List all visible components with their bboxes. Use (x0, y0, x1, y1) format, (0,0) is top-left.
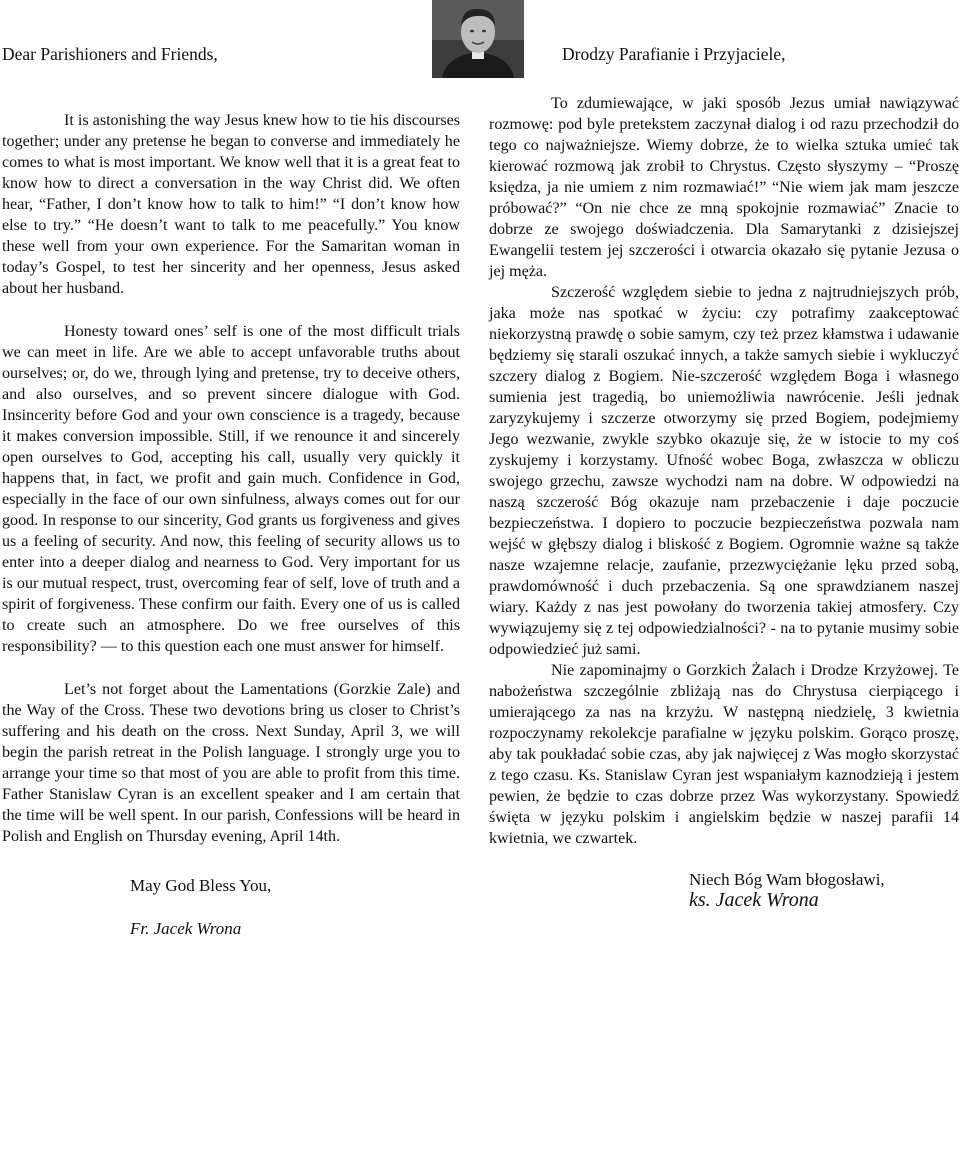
polish-paragraph-2: Szczerość względem siebie to jedna z najtrudniejszych prób, jaka może nas spotkać w życiu: czy potrafimy zaakceptować niekorzystną prawdę o sobie samym, czy też przez kłamstwa i udawanie będziemy się starali oszukać innych, a także samych siebie i wykluczyć szczery dialog z Bogiem. Nie-szczerość względem Boga i własnego sumienia jest tragedią, bo uniemożliwia nawrócenie. Jeśli jednak zaryzykujemy i szczerze otworzymy się przed Bogiem, podejmiemy Jego wezwanie, zwykle szybko okazuje się, że w istocie to my coś zyskujemy i korzystamy. Ufność wobec Boga, zwłaszcza w obliczu swojego grzechu, zawsze wychodzi nam na dobre. W odpowiedzi na naszą szczerość Bóg okazuje nam przebaczenie i daje poczucie bezpieczeństwa. I dopiero to poczucie bezpieczeństwa pozwala nam wejść w głębszy dialog i bliskość z Bogiem. Ogromnie ważne są także nasze wzajemne relacje, zaufanie, przezwyciężanie lęku przed sobą, prawdomówność i duch przebaczenia. Są one sprawdzianem naszej wiary. Każdy z nas jest powołany do tworzenia takiej atmosfery. Czy wywiązujemy się z tej odpowiedzialności? - na to pytanie musimy sobie odpowiedzieć już sami. (489, 284, 959, 658)
portrait-photo (432, 0, 524, 78)
priest-portrait-icon (432, 0, 524, 78)
polish-closing: Niech Bóg Wam błogosławi, (689, 870, 885, 889)
english-signature: Fr. Jacek Wrona (130, 919, 242, 938)
english-paragraph-2: Honesty toward ones’ self is one of the most difficult trials we can meet in life. Are we able to accept unfavorable truths about ourselves; or, do we, through lying and pretense, try to deceive others, and also ourselves, and so prevent sincere dialogue with God. Insincerity before God and your own conscience is a tragedy, because it makes conversion impossible. Still, if we renounce it and sincerely open ourselves to God, accepting his call, usually very quickly it happens that, in fact, we profit and gain much. Confidence in God, especially in the face of our own sinfulness, always comes out for our good. In response to our sincerity, God grants us forgiveness and gives us a feeling of security. And now, this feeling of security allows us to enter into a deeper dialog and nearness to God. Very important for us is our mutual respect, trust, overcoming fear of self, love of truth and a spirit of forgiveness. These confirm our faith. Every one of us is called to create such an atmosphere. Do we free ourselves of this responsibility? — to this question each one must answer for himself. (2, 323, 460, 655)
polish-paragraph-3: Nie zapominajmy o Gorzkich Żalach i Drodze Krzyżowej. Te nabożeństwa szczególnie zbliżają nas do Chrystusa cierpiącego i umierającego za nas na krzyżu. W następną niedzielę, 3 kwietnia rozpoczynamy rekolekcje parafialne w języku polskim. Gorąco proszę, aby tak poukładać sobie czas, aby jak najwięcej z Was mogło skorzystać z tego czasu. Ks. Stanislaw Cyran jest wspaniałym kaznodzieją i jestem pewien, że będzie to czas dobrze przez Was wykorzystany. Spowiedź święta w języku polskim i angielskim będzie w naszej parafii 14 kwietnia, we czwartek. (489, 662, 959, 847)
polish-column (489, 93, 959, 1113)
english-paragraph-1: It is astonishing the way Jesus knew how to tie his discourses together; under any pretense he began to converse and immediately he comes to what is most important. We know well that it is a great feat to know how to direct a conversation in the way Christ did. We often hear, “Father, I don’t know how to talk to him!” “I don’t know how else to try.” “He doesn’t want to talk to me peacefully.” You know these well from your own experience. For the Samaritan woman in today’s Gospel, to test her sincerity and her openness, Jesus asked about her husband. (2, 112, 460, 297)
english-column (2, 110, 460, 1150)
english-paragraph-3: Let’s not forget about the Lamentations (Gorzkie Zale) and the Way of the Cross. These two devotions bring us closer to Christ’s suffering and his death on the cross. Next Sunday, April 3, we will begin the parish retreat in the Polish language. I strongly urge you to arrange your time so that most of you are able to profit from this time. Father Stanislaw Cyran is an excellent speaker and I am certain that the time will be well spent. In our parish, Confessions will be heard in Polish and English on Thursday evening, April 14th. (2, 681, 460, 845)
polish-paragraph-1: To zdumiewające, w jaki sposób Jezus umiał nawiązywać rozmowę: pod byle pretekstem zaczynał dialog i od razu przechodził do tego co najważniejsze. Wiemy dobrze, że to wielka sztuka umieć tak kierować rozmową jak zrobił to Chrystus. Często słyszymy – “Proszę księdza, ja nie umiem z nim rozmawiać!” “Nie wiem jak mam jeszcze próbować?” “On nie chce ze mną spokojnie rozmawiać” Znacie to dobrze ze swojego doświadczenia. Dla Samarytanki z dzisiejszej Ewangelii testem jej szczerości i otwarcia okazało się pytanie Jezusa o jej męża. (489, 95, 959, 280)
english-closing: May God Bless You, (130, 876, 272, 895)
english-greeting: Dear Parishioners and Friends, (2, 44, 218, 64)
polish-signature: ks. Jacek Wrona (689, 889, 819, 911)
polish-greeting: Drodzy Parafianie i Przyjaciele, (562, 44, 786, 64)
